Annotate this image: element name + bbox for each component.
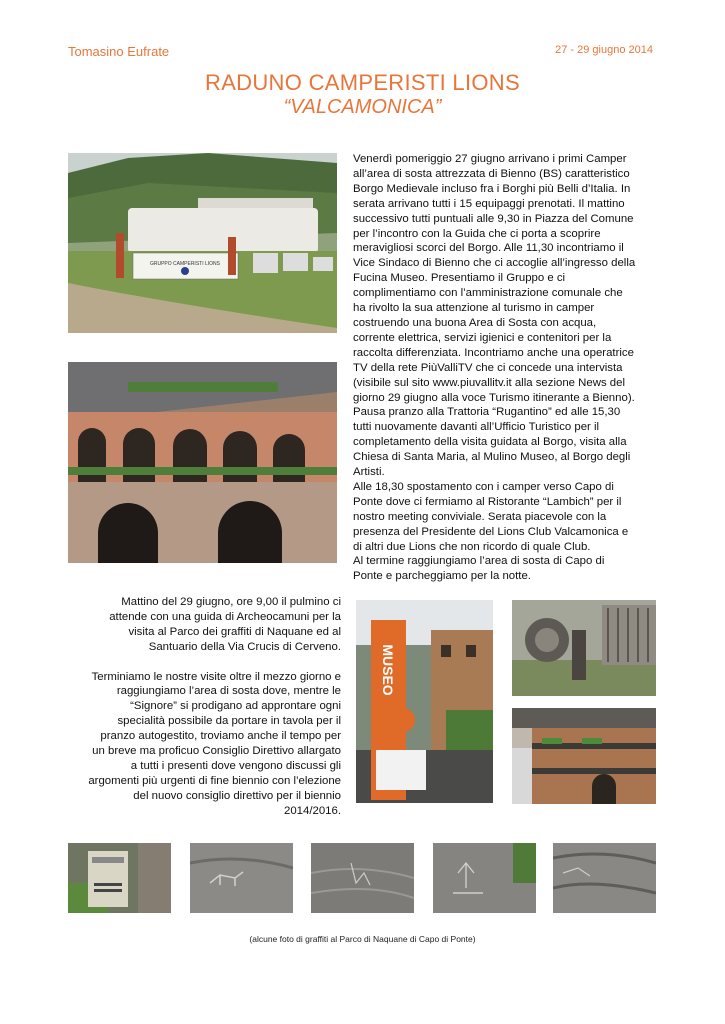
paragraph-day-two: Mattino del 29 giugno, ore 9,00 il pulmino ci attende con una guida di Archeocamuni per la visita al Parco dei graffiti di Naquane ed al Santuario della Via Crucis di Cerveno. Terminiamo le nostre visite oltre il mezzo giorno e raggiungiamo l’area di sosta dove, mentre le “Signore” si prodigano ad approntare ogni specialità possibile da portare in tavola per il pranzo autogestito, troviamo anche il tempo per un breve ma proficuo Consiglio Direttivo allargato a tutti i presenti dove vengono discussi gli argomenti più urgenti di fine biennio con l’elezione del nuovo consiglio direttivo per il biennio 2014/2016. [88,596,341,817]
paragraph-day-one: Venerdì pomeriggio 27 giugno arrivano i primi Camper all’area di sosta attrezzata di Bienno (BS) caratteristico Borgo Medievale incluso fra i Borghi più Belli d’Italia. In serata arrivano tutti i 15 equipaggi prenotati. Il mattino successivo tutti puntuali alle 9,30 in Piazza del Comune per l’incontro con la Guida che ci porta a scoprire meravigliosi scorci del Borgo. Alle 11,30 incontriamo il Vice Sindaco di Bienno che ci accoglie all’ingresso della Fucina Museo. Presentiamo il Gruppo e ci complimentiamo con l’amministrazione comunale che ha rivolto la sua attenzione al turismo in camper costruendo una buona Area di Sosta con acqua, corrente elettrica, servizi igienici e contenitori per la raccolta differenziata. Incontriamo anche una operatrice TV della rete PiùValliTV che ci concede una intervista (visibile sul sito www.piuvallitv.it alla sezione News del giorno 29 giugno alla voce Turismo itinerante a Bienno). Pausa pranzo alla Trattoria “Rugantino” ed alle 15,30 tutti nuovamente davanti all’Ufficio Turistico per il completamento della visita guidata al Borgo, visita alla Chiesa di Santa Maria, al Mulino Museo, al Borgo degli Artisti. Alle 18,30 spostamento con i camper verso Capo di Ponte dove ci fermiamo al Ristorante “Lambich” per il nostro meeting conviviale. Serata piacevole con la presenza del Presidente del Lions Club Valcamonica e di altri due Lions che non ricordo di quale Club. Al termine raggiungiamo l’area di sosta di Capo di Ponte e parcheggiamo per la notte. [353,153,636,583]
photo-park-sign [68,843,171,913]
photo-graffiti-3 [433,843,536,913]
photo-graffiti-4 [553,843,656,913]
photo-medieval-courtyard [68,362,337,563]
page-subtitle: “VALCAMONICA” [283,96,442,118]
photo-balcony-building [512,708,656,804]
photo-graffiti-2 [311,843,414,913]
event-date: 27 - 29 giugno 2014 [555,44,653,56]
banner-text: GRUPPO CAMPERISTI LIONS [149,261,221,267]
photo-caption: (alcune foto di graffiti al Parco di Naquane di Capo di Ponte) [249,934,476,944]
photo-museum-sign [356,600,493,803]
author-name: Tomasino Eufrate [68,44,170,59]
photo-sculpture [512,600,656,696]
photo-camper-group [68,153,337,333]
photo-graffiti-1 [190,843,293,913]
museum-sign-text: MUSEO [380,644,396,696]
page-title: RADUNO CAMPERISTI LIONS [205,70,520,95]
